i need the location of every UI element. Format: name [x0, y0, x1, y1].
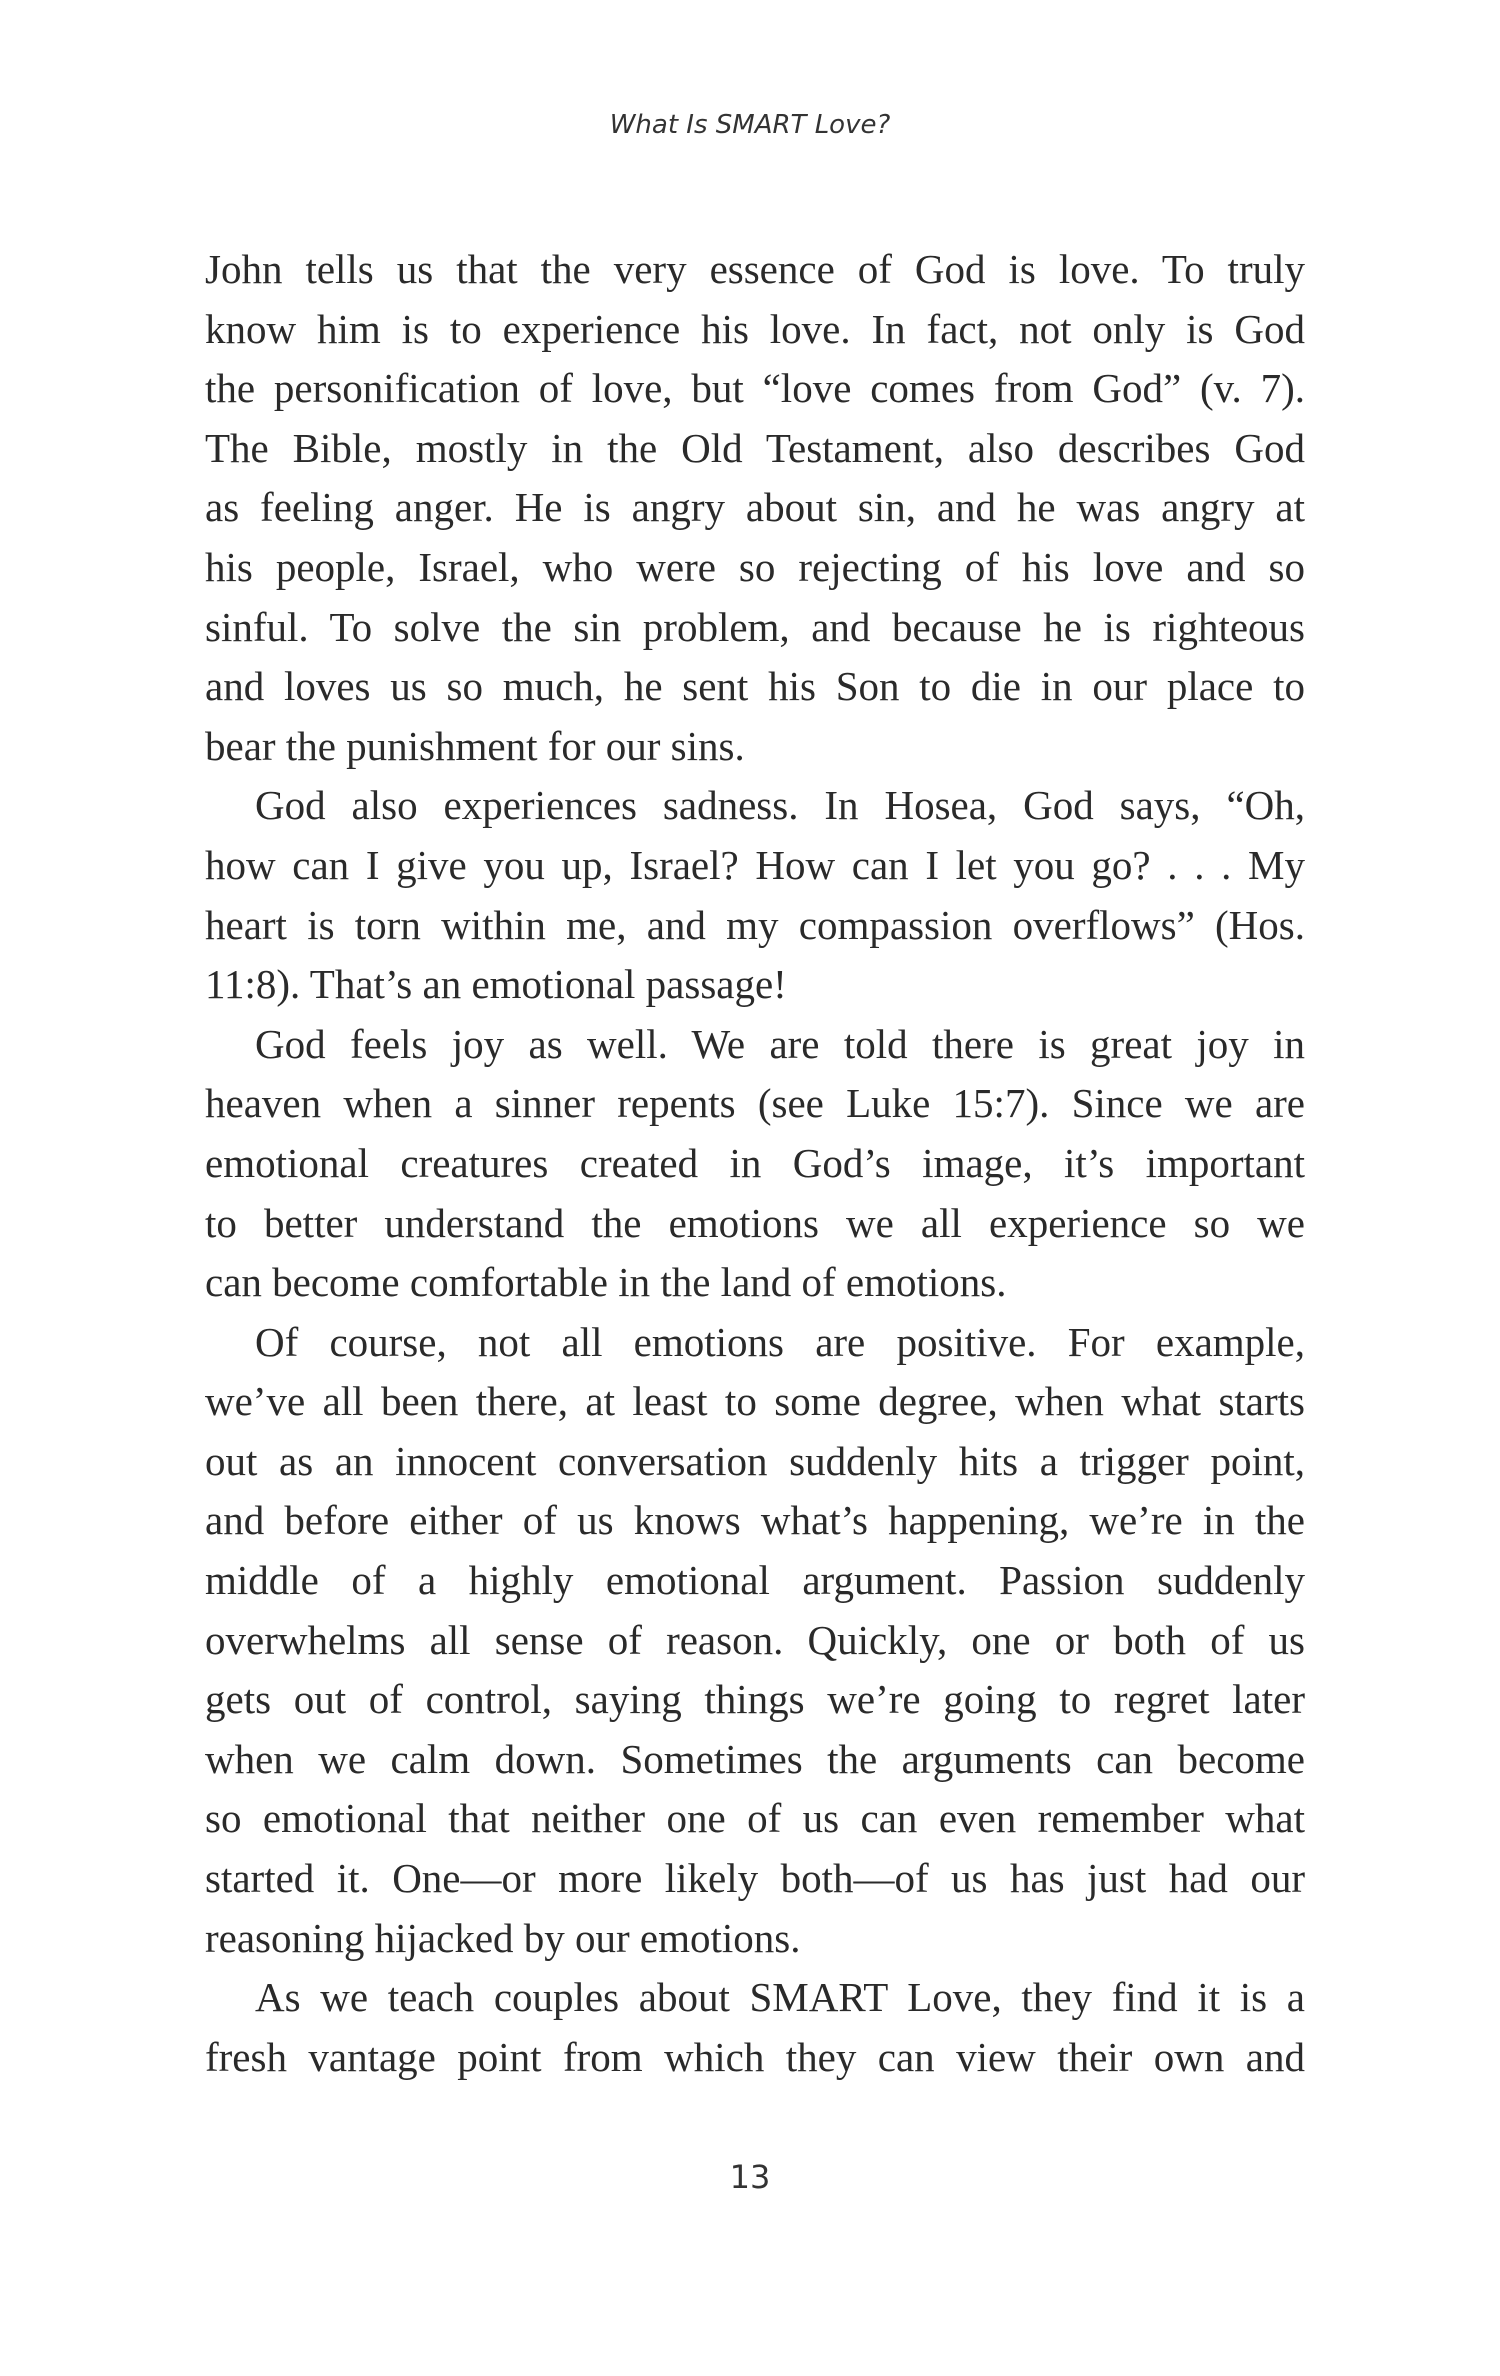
paragraph: [205, 1968, 1305, 2087]
page-number: 13: [729, 2158, 771, 2196]
text-line: bear the punishment for our sins.: [205, 722, 745, 769]
text-line: middle of a highly emotional argument. Passion suddenly: [205, 1557, 1305, 1604]
text-line: God also experiences sadness. In Hosea, God says, “Oh,: [255, 782, 1305, 829]
text-line: we’ve all been there, at least to some degree, when what starts: [205, 1378, 1305, 1425]
paragraph: [205, 1015, 1305, 1313]
text-line: and before either of us knows what’s happening, we’re in the: [205, 1497, 1305, 1544]
text-line: sinful. To solve the sin problem, and because he is righteous: [205, 603, 1305, 650]
text-line: Of course, not all emotions are positive. For example,: [255, 1318, 1305, 1365]
text-line: and loves us so much, he sent his Son to die in our place to: [205, 663, 1305, 710]
text-line: 11:8). That’s an emotional passage!: [205, 961, 787, 1008]
text-line: started it. One—or more likely both—of us has just had our: [205, 1855, 1305, 1902]
text-line: so emotional that neither one of us can even remember what: [205, 1795, 1305, 1842]
paragraph: [205, 1313, 1305, 1969]
text-line: reasoning hijacked by our emotions.: [205, 1914, 801, 1961]
paragraph: [205, 776, 1305, 1014]
text-line: how can I give you up, Israel? How can I let you go? . . . My: [205, 841, 1305, 888]
text-line: his people, Israel, who were so rejecting of his love and so: [205, 543, 1305, 590]
text-line: John tells us that the very essence of God is love. To truly: [205, 246, 1305, 292]
text-line: The Bible, mostly in the Old Testament, also describes God: [205, 424, 1305, 471]
text-line: emotional creatures created in God’s image, it’s important: [205, 1139, 1305, 1186]
text-line: overwhelms all sense of reason. Quickly, one or both of us: [205, 1616, 1305, 1663]
text-line: heart is torn within me, and my compassion overflows” (Hos.: [205, 901, 1305, 948]
text-line: when we calm down. Sometimes the arguments can become: [205, 1735, 1305, 1782]
text-line: gets out of control, saying things we’re going to regret later: [205, 1676, 1305, 1723]
text-line: to better understand the emotions we all experience so we: [205, 1199, 1305, 1246]
text-line: out as an innocent conversation suddenly hits a trigger point,: [205, 1437, 1305, 1484]
running-head: What Is SMART Love?: [609, 110, 891, 140]
text-line: as feeling anger. He is angry about sin, and he was angry at: [205, 484, 1305, 531]
body-text: [205, 240, 1305, 2087]
text-line: the personification of love, but “love comes from God” (v. 7).: [205, 365, 1305, 412]
text-line: fresh vantage point from which they can view their own and: [205, 2033, 1305, 2080]
text-line: God feels joy as well. We are told there is great joy in: [255, 1020, 1305, 1067]
paragraph: [205, 240, 1305, 776]
text-line: know him is to experience his love. In fact, not only is God: [205, 305, 1305, 352]
text-line: heaven when a sinner repents (see Luke 15:7). Since we are: [205, 1080, 1305, 1127]
text-line: can become comfortable in the land of emotions.: [205, 1259, 1007, 1306]
text-line: As we teach couples about SMART Love, they find it is a: [255, 1974, 1305, 2021]
